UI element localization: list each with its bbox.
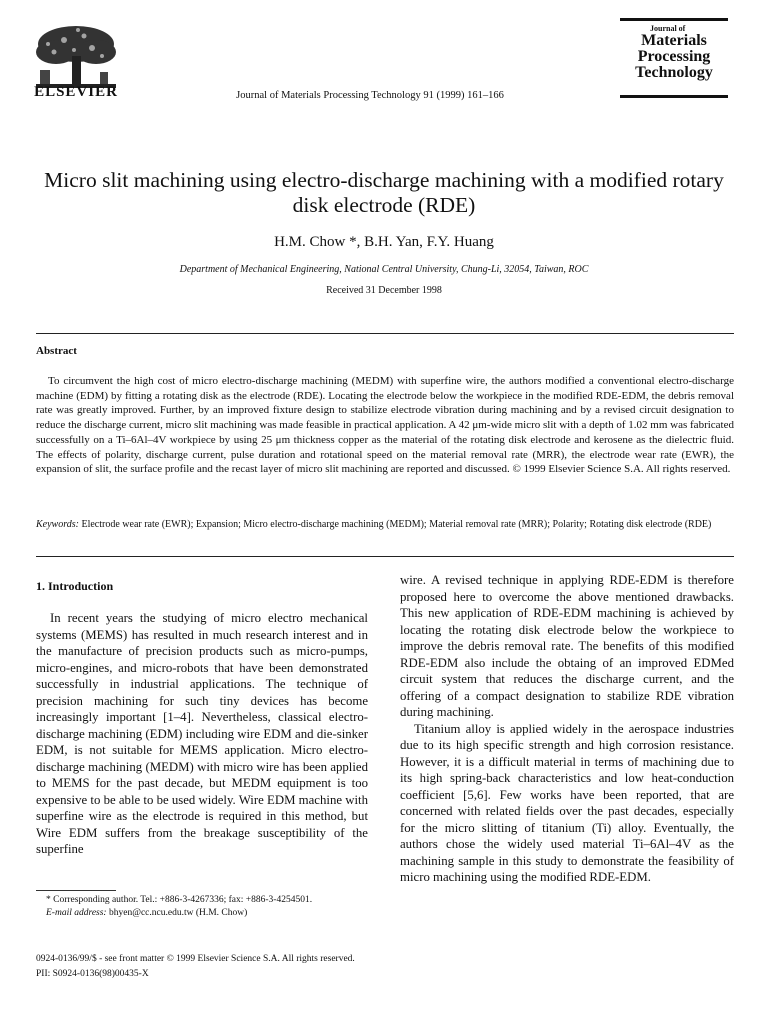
email-address[interactable]: bhyen@cc.ncu.edu.tw (H.M. Chow) — [106, 908, 248, 918]
pii-identifier: PII: S0924-0136(98)00435-X — [36, 969, 149, 979]
left-column — [36, 610, 368, 858]
abstract-body: To circumvent the high cost of micro electro-discharge machining (MEDM) with superfine wire, the authors modified a conventional electro-discharge machine (EDM) by fitting a rotating disk as the electrode (RDE). Locating the electrode below the workpiece in the modified RDE-EDM, the debris removal rate was greatly improved. Further, by an improved fixture design to stabilize electrode vibration during machining and by a revised circuit designation to reduce the discharge current, micro slit machining was made feasible in practical application. A 42 μm-wide micro slit with a depth of 1.02 mm was fabricated successfully on a Ti–6Al–4V workpiece by using 25 μm thickness copper as the material of the rotating disk electrode and kerosene as the dielectric fluid. The effects of polarity, discharge current, pulse duration and rotational speed on the material removal rate (MRR), the electrode wear rate (EWR), the expansion of slit, the surface profile and the recast layer of micro slit machining are reported and discussed. © 1999 Elsevier Science S.A. All rights reserved. — [36, 375, 734, 476]
paper-title: Micro slit machining using electro-discharge machining with a modified rotary disk electrode (RDE) — [44, 168, 724, 217]
front-matter-info — [36, 952, 355, 982]
journal-citation: Journal of Materials Processing Technology 91 (1999) 161–166 — [236, 90, 504, 101]
keywords — [36, 518, 734, 532]
received-date: Received 31 December 1998 — [326, 285, 442, 296]
journal-of-label: Journal of — [650, 24, 686, 33]
journal-name-line-3: Technology — [635, 64, 713, 81]
intro-paragraph-1: In recent years the studying of micro electro mechanical systems (MEMS) has resulted in much research interest and in the manufacture of precision products such as micro-pumps, micro-engines, and micro-robots that have been demonstrated successfully in industrial applications. The technique of precision machining for such tiny devices has become increasingly important [1–4]. Nevertheless, classical electro-discharge machining (EDM) including wire EDM and die-sinker EDM, is not suitable for MEMS application. Micro electro-discharge machining (MEDM) with micro wire has been applied to MEMS for the past decade, but MEDM equipment is too expensive to be able to be used widely. Wire EDM machine with superfine wire as the electrode is required in this method, but Wire EDM suffers from the breakage susceptibility of the superfine — [36, 611, 368, 856]
journal-name-line-1: Materials — [641, 32, 707, 49]
corresponding-author-note: * Corresponding author. Tel.: +886-3-4267336; fax: +886-3-4254501. — [46, 895, 313, 905]
section-heading-introduction: 1. Introduction — [36, 579, 114, 593]
journal-name-line-2: Processing — [637, 48, 711, 65]
journal-logo-box — [620, 18, 728, 98]
abstract-heading: Abstract — [36, 345, 77, 357]
abstract-divider — [36, 556, 734, 557]
right-column — [400, 572, 734, 886]
intro-paragraph-3: Titanium alloy is applied widely in the aerospace industries due to its high specific strength and high corrosion resistance. However, it is a difficult material in terms of machining due to its high spring-back characteristics and low heat-conduction coefficient [5,6]. Few works have been reported, that are concerned with related fields over the past decades, especially for the micro slitting of titanium (Ti) alloy. Eventually, the authors chose the widely used material Ti–6Al–4V as the machining sample in this study to demonstrate the feasibility of micro machining using the modified RDE-EDM. — [400, 721, 734, 884]
keywords-label: Keywords: — [36, 519, 79, 530]
footnote-divider — [36, 890, 116, 891]
intro-paragraph-2: wire. A revised technique in applying RDE-EDM is therefore proposed here to overcome the above mentioned drawbacks. This new application of RDE-EDM machining is achieved by locating the rotating disk electrode below the workpiece to improve the debris removal rate. The benefits of this modified RDE-EDM also include the obtaing of an improved EDMed circuit system that reduces the discharge current, and the offering of a compact designation to stabilize RDE vibration during machining. — [400, 573, 734, 719]
publisher-name: ELSEVIER — [34, 84, 118, 100]
author-affiliation: Department of Mechanical Engineering, National Central University, Chung-Li, 32054, Taiwan, ROC — [179, 264, 589, 275]
top-divider — [36, 333, 734, 334]
footnote — [36, 894, 368, 920]
paper-authors: H.M. Chow *, B.H. Yan, F.Y. Huang — [274, 234, 494, 250]
email-label: E-mail address: — [46, 908, 107, 918]
issn-copyright: 0924-0136/99/$ - see front matter © 1999 Elsevier Science S.A. All rights reserved. — [36, 954, 355, 964]
keywords-text: Electrode wear rate (EWR); Expansion; Micro electro-discharge machining (MEDM); Material removal rate (MRR); Polarity; Rotating disk electrode (RDE) — [78, 519, 712, 530]
